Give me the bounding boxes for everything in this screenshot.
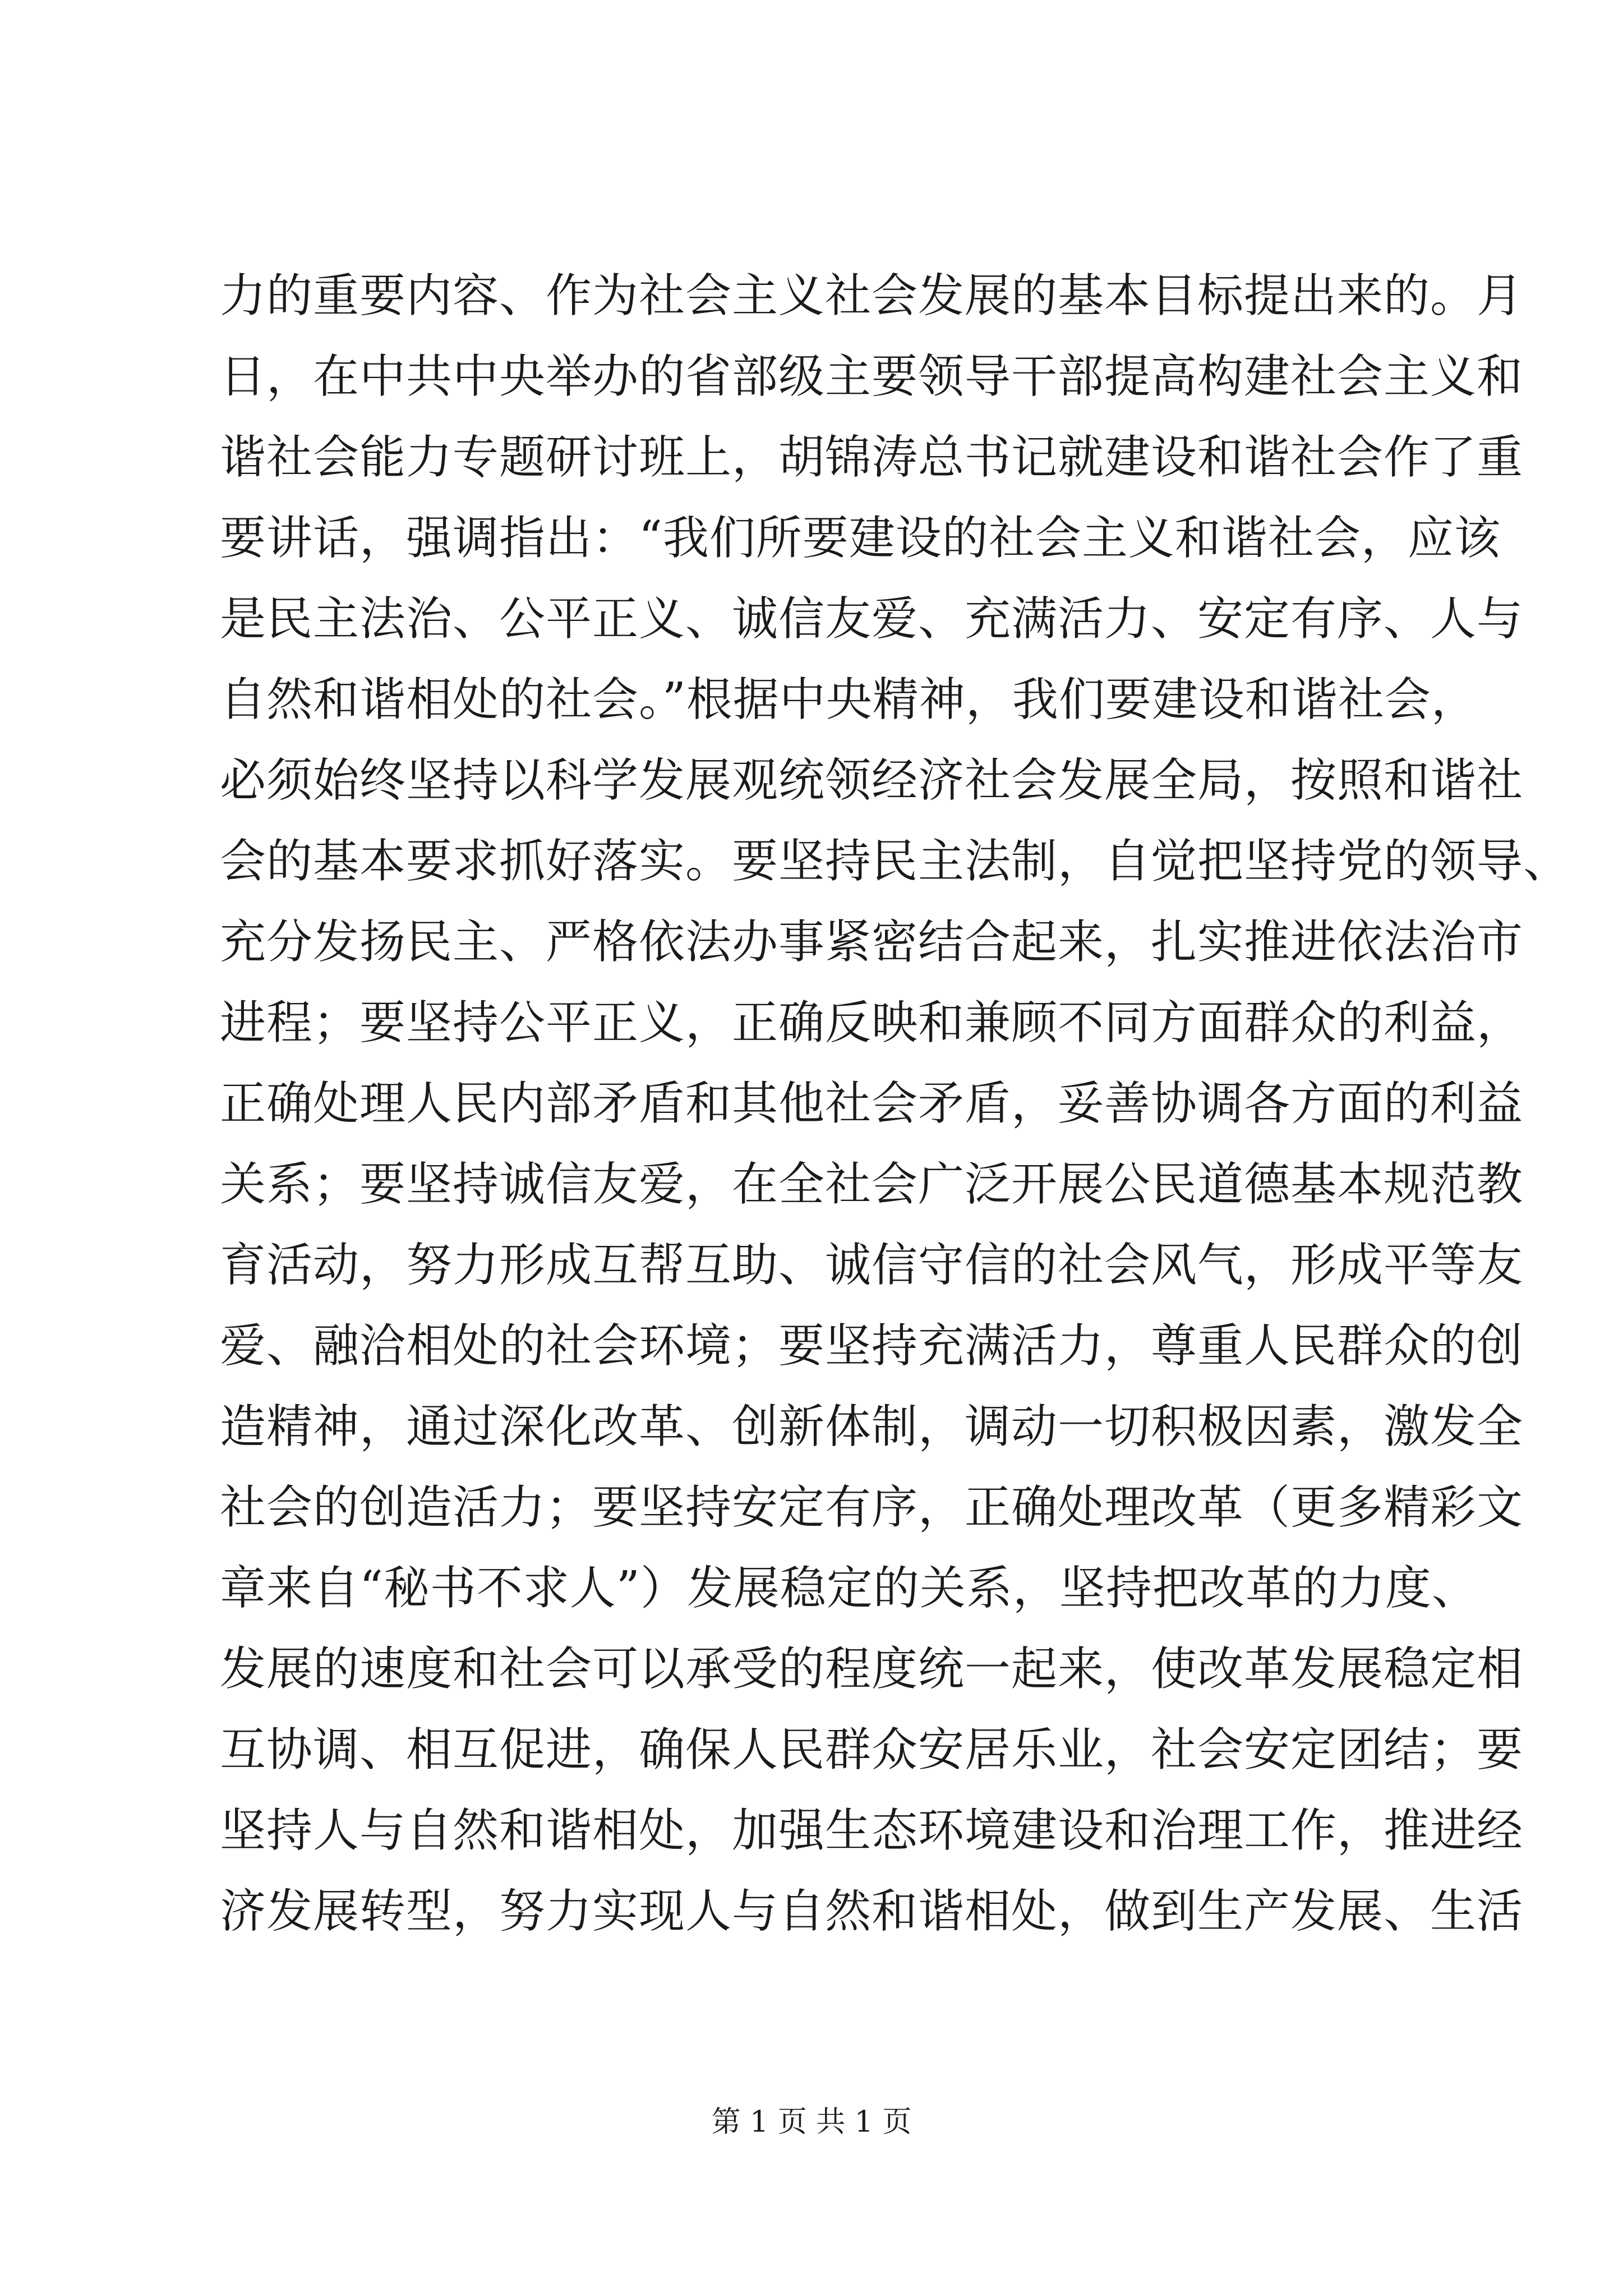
text-line-15: 造精神，通过深化改革、创新体制，调动一切积极因素，激发全	[220, 1400, 1524, 1453]
text-line-5: 是民主法治、公平正义、诚信友爱、充满活力、安定有序、人与	[220, 592, 1524, 646]
text-line-3: 谐社会能力专题研讨班上，胡锦涛总书记就建设和谐社会作了重	[220, 431, 1524, 484]
text-line-9: 充分发扬民主、严格依法办事紧密结合起来，扎实推进依法治市	[220, 915, 1524, 969]
text-line-21: 济发展转型，努力实现人与自然和谐相处，做到生产发展、生活	[220, 1885, 1524, 1938]
text-line-10: 进程；要坚持公平正义，正确反映和兼顾不同方面群众的利益，	[220, 996, 1524, 1050]
text-line-11: 正确处理人民内部矛盾和其他社会矛盾，妥善协调各方面的利益	[220, 1077, 1524, 1130]
text-line-8: 会的基本要求抓好落实。要坚持民主法制，自觉把坚持党的领导、	[220, 835, 1570, 888]
body-text	[220, 256, 1570, 1952]
text-line-7: 必须始终坚持以科学发展观统领经济社会发展全局，按照和谐社	[220, 754, 1524, 807]
text-line-20: 坚持人与自然和谐相处，加强生态环境建设和治理工作，推进经	[220, 1804, 1524, 1857]
page-number-label: 第 1 页 共 1 页	[711, 2105, 912, 2139]
text-line-14: 爱、融洽相处的社会环境；要坚持充满活力，尊重人民群众的创	[220, 1319, 1524, 1373]
page-footer	[0, 2102, 1623, 2142]
text-line-13: 育活动，努力形成互帮互助、诚信守信的社会风气，形成平等友	[220, 1239, 1524, 1292]
text-line-12: 关系；要坚持诚信友爱，在全社会广泛开展公民道德基本规范教	[220, 1158, 1524, 1211]
text-line-1: 力的重要内容、作为社会主义社会发展的基本目标提出来的。月	[220, 269, 1524, 323]
text-line-19: 互协调、相互促进，确保人民群众安居乐业，社会安定团结；要	[220, 1723, 1524, 1777]
text-line-4: 要讲话，强调指出：“我们所要建设的社会主义和谐社会，应该	[220, 512, 1501, 565]
text-line-16: 社会的创造活力；要坚持安定有序，正确处理改革（更多精彩文	[220, 1481, 1524, 1534]
text-line-18: 发展的速度和社会可以承受的程度统一起来，使改革发展稳定相	[220, 1642, 1524, 1696]
text-line-6: 自然和谐相处的社会。”根据中央精神，我们要建设和谐社会，	[220, 673, 1478, 726]
text-line-2: 日，在中共中央举办的省部级主要领导干部提高构建社会主义和	[220, 350, 1524, 403]
text-line-17: 章来自“秘书不求人”）发展稳定的关系，坚持把改革的力度、	[220, 1562, 1478, 1615]
